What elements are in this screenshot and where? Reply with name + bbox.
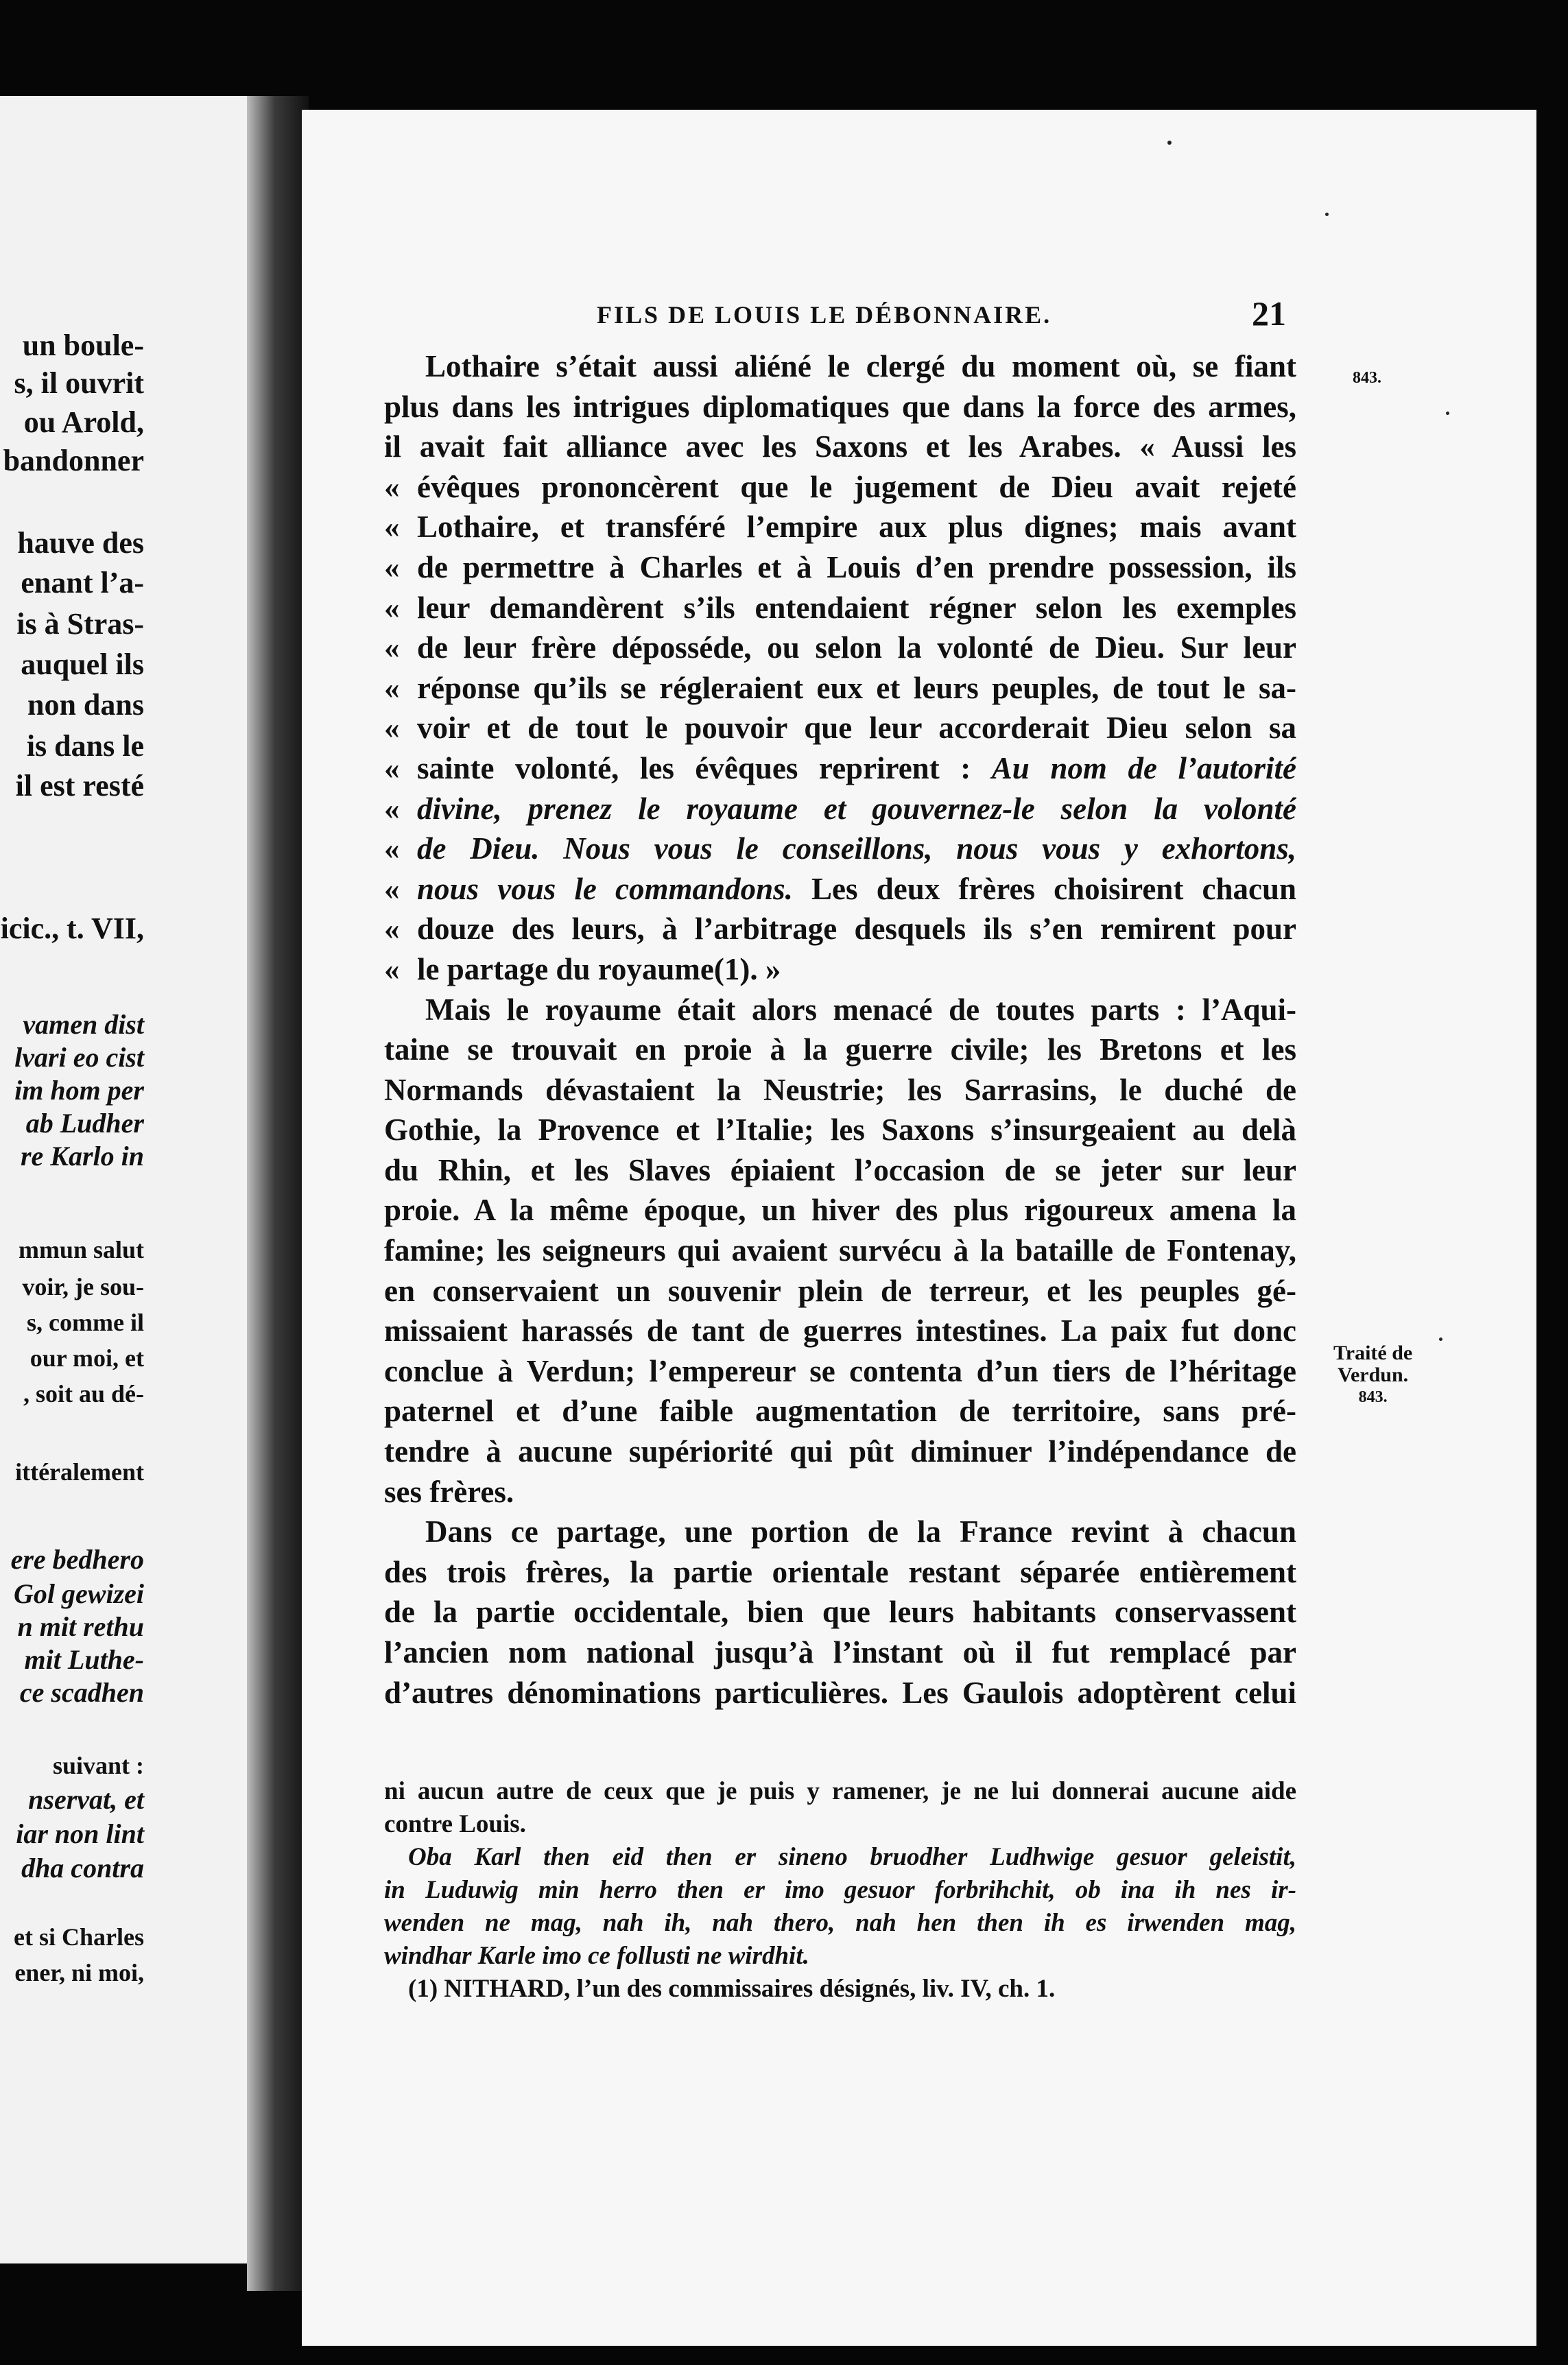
text-line: missaient harassés de tant de guerres intestines. La paix fut donc [384,1314,1296,1348]
footnote-line: Oba Karl then eid then er sineno bruodher Ludhwige gesuor geleistit, [408,1843,1296,1871]
text-line: plus dans les intrigues diplomatiques que dans la force des armes, [384,389,1296,424]
text-line-content: de permettre à Charles et à Louis d’en prendre possession, ils [417,549,1296,584]
text-line-italic: nous vous le commandons. [417,871,793,906]
scan-speck [1439,1338,1442,1341]
text-line: tendre à aucune supériorité qui pût diminuer l’indépendance de [384,1434,1296,1469]
text-line [384,789,1296,829]
text-line-content: sainte volonté, les évêques reprirent : [417,750,971,785]
text-line [384,507,1296,547]
quote-mark: « [384,630,400,665]
text-line [384,829,1296,869]
text-line [384,949,1296,990]
scan-speck [1167,141,1172,145]
quote-mark: « [384,670,400,705]
text-line [384,909,1296,949]
text-line: Dans ce partage, une portion de la France revint à chacun [425,1514,1296,1549]
text-line-italic: divine, prenez le royaume et gouvernez-le selon la volonté [417,791,1296,826]
text-line: famine; les seigneurs qui avaient survécu à la bataille de Fontenay, [384,1233,1296,1268]
quote-mark: « [384,951,400,986]
text-line-italic: Au nom de l’autorité [991,750,1296,785]
text-line-italic: de Dieu. Nous vous le conseillons, nous vous y exhortons, [417,831,1296,866]
text-line: ses frères. [384,1474,514,1509]
margin-note-year: 843. [1353,369,1381,387]
text-line: du Rhin, et les Slaves épiaient l’occasion de se jeter sur leur [384,1152,1296,1187]
text-line [384,708,1296,748]
left-line: vamen dist [23,1009,144,1040]
left-line: iar non lint [16,1818,144,1849]
footnote-line: (1) NITHARD, l’un des commissaires désignés, liv. IV, ch. 1. [408,1975,1056,2003]
left-line: et si Charles [14,1923,144,1951]
quote-mark: « [384,469,400,504]
left-line: nservat, et [28,1784,144,1815]
footnote-line: wenden ne mag, nah ih, nah thero, nah hen then ih es irwenden mag, [384,1909,1296,1937]
text-line [384,748,1296,789]
footnote-line: in Luduwig min herro then er imo gesuor forbrihchit, ob ina ih nes ir- [384,1876,1296,1904]
text-line: paternel et d’une faible augmentation de territoire, sans pré- [384,1394,1296,1429]
margin-note-treaty [1333,1342,1412,1408]
footnote-line: contre Louis. [384,1810,526,1838]
quote-mark: « [384,791,400,826]
left-line: ce scadhen [19,1677,144,1708]
book-gutter [247,96,309,2291]
left-line: s, comme il [27,1309,144,1336]
left-line: mit Luthe- [24,1644,144,1675]
margin-note-treaty-year: 843. [1358,1388,1388,1406]
text-line: taine se trouvait en proie à la guerre civile; les Bretons et les [384,1032,1296,1067]
text-line: de la partie occidentale, bien que leurs habitants conservassent [384,1595,1296,1630]
body-text [384,346,1296,1713]
quote-mark: « [384,912,400,947]
text-line [384,869,1296,910]
text-line-content: voir et de tout le pouvoir que leur accorderait Dieu selon sa [417,711,1296,746]
left-line: icic., t. VII, [0,912,144,945]
scan-speck [1446,412,1449,415]
left-line: ou Arold, [23,405,144,439]
left-line: il est resté [15,769,144,803]
left-line: ab Ludher [25,1108,144,1139]
left-line: enant l’a- [21,566,144,599]
text-line-content: de leur frère déposséde, ou selon la volonté de Dieu. Sur leur [417,630,1296,665]
footnotes [384,1775,1296,2006]
text-line: proie. A la même époque, un hiver des plus rigoureux amena la [384,1193,1296,1228]
left-facing-page [0,96,247,2263]
text-line: Gothie, la Provence et l’Italie; les Saxons s’insurgeaient au delà [384,1113,1296,1148]
text-line: il avait fait alliance avec les Saxons et les Arabes. « Aussi les [384,429,1296,464]
left-line: , soit au dé- [23,1380,144,1407]
left-line: s, il ouvrit [14,366,144,400]
text-line: Lothaire s’était aussi aliéné le clergé du moment où, se fiant [425,349,1296,383]
text-line: l’ancien nom national jusqu’à l’instant où il fut remplacé par [384,1635,1296,1669]
left-line: our moi, et [29,1344,144,1372]
text-line-content: le partage du royaume(1). » [417,951,781,986]
text-line-content: réponse qu’ils se régleraient eux et leurs peuples, de tout le sa- [417,670,1296,705]
left-line: non dans [27,688,144,722]
margin-note-treaty-place: Verdun. [1338,1364,1409,1386]
margin-note-treaty-title: Traité de [1333,1342,1413,1364]
quote-mark: « [384,711,400,746]
text-line: en conservaient un souvenir plein de terreur, et les peuples gé- [384,1273,1296,1308]
text-line: Mais le royaume était alors menacé de toutes parts : l’Aqui- [425,992,1296,1027]
text-line-content: Les deux frères choisirent chacun [811,871,1296,906]
quote-mark: « [384,510,400,545]
text-line [384,628,1296,668]
left-line: hauve des [17,526,144,560]
quote-mark: « [384,590,400,625]
left-line: auquel ils [21,647,144,681]
text-line [384,467,1296,508]
text-line: conclue à Verdun; l’empereur se contenta d’un tiers de l’héritage [384,1353,1296,1388]
text-line [384,588,1296,628]
left-line: dha contra [21,1853,144,1883]
left-line: n mit rethu [17,1611,144,1642]
text-line: Normands dévastaient la Neustrie; les Sarrasins, le duché de [384,1072,1296,1107]
left-line: voir, je sou- [22,1273,144,1300]
quote-mark: « [384,871,400,906]
left-line: Gol gewizei [14,1578,144,1609]
text-line-content: Lothaire, et transféré l’empire aux plus dignes; mais avant [417,510,1296,545]
left-line: im hom per [14,1075,144,1106]
left-line: re Karlo in [20,1141,144,1172]
left-line: is dans le [26,729,144,763]
footnote-line: windhar Karle imo ce follusti ne wirdhit. [384,1942,809,1970]
quote-mark: « [384,831,400,866]
page-number: 21 [1252,294,1286,333]
text-line [384,668,1296,709]
left-line: lvari eo cist [14,1042,144,1073]
left-line: suivant : [52,1752,144,1779]
text-line: d’autres dénominations particulières. Les Gaulois adoptèrent celui [384,1675,1296,1710]
quote-mark: « [384,750,400,785]
scan-speck [1325,213,1329,216]
running-head: FILS DE LOUIS LE DÉBONNAIRE. [597,301,1052,329]
quote-mark: « [384,549,400,584]
text-line: des trois frères, la partie orientale restant séparée entièrement [384,1554,1296,1589]
text-line [384,547,1296,588]
left-line: is à Stras- [16,607,144,641]
left-line: ener, ni moi, [14,1959,144,1986]
left-line: ere bedhero [10,1544,144,1575]
left-line: bandonner [3,444,144,477]
left-line: un boule- [22,329,144,362]
left-line: ittéralement [15,1458,144,1486]
text-line-content: leur demandèrent s’ils entendaient régner selon les exemples [417,590,1296,625]
footnote-line: ni aucun autre de ceux que je puis y ramener, je ne lui donnerai aucune aide [384,1777,1296,1805]
text-line-content: évêques prononcèrent que le jugement de Dieu avait rejeté [417,469,1296,504]
text-line-content: douze des leurs, à l’arbitrage desquels ils s’en remirent pour [417,912,1296,947]
left-line: mmun salut [18,1236,144,1263]
